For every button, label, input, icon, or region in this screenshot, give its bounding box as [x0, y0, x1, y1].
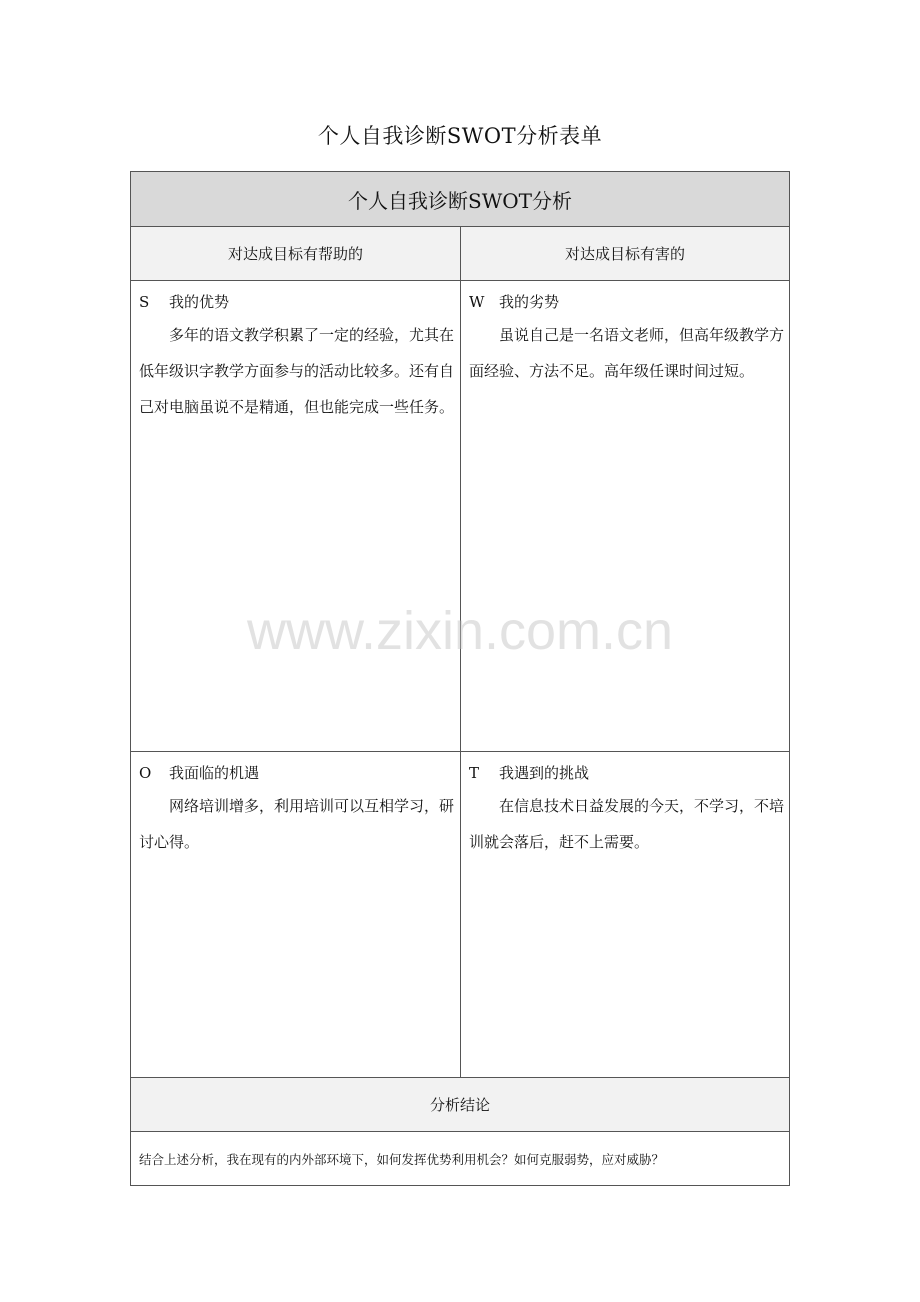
- opportunities-letter: O: [139, 764, 152, 782]
- helpful-column-header: 对达成目标有帮助的: [131, 227, 461, 281]
- opportunities-cell: [131, 752, 461, 1078]
- conclusion-header: 分析结论: [131, 1078, 790, 1132]
- opportunities-heading: [139, 760, 456, 786]
- strengths-body: 多年的语文教学积累了一定的经验，尤其在低年级识字教学方面参与的活动比较多。还有自己对电脑虽说不是精通，但也能完成一些任务。: [139, 326, 455, 416]
- threats-letter: T: [469, 764, 480, 782]
- weaknesses-title: 我的劣势: [499, 293, 560, 311]
- opportunities-body: 网络培训增多，利用培训可以互相学习，研讨心得。: [139, 797, 455, 851]
- swot-table: [130, 171, 790, 1186]
- opportunities-title: 我面临的机遇: [169, 764, 260, 782]
- weaknesses-cell: [461, 281, 790, 752]
- document-title: 个人自我诊断SWOT分析表单: [317, 124, 603, 148]
- weaknesses-heading: [469, 289, 785, 315]
- weaknesses-body: 虽说自己是一名语文老师，但高年级教学方面经验、方法不足。高年级任课时间过短。: [469, 326, 785, 380]
- threats-body: 在信息技术日益发展的今天，不学习，不培训就会落后，赶不上需要。: [469, 797, 785, 851]
- swot-table-header: 个人自我诊断SWOT分析: [131, 172, 790, 227]
- weaknesses-letter: W: [469, 293, 485, 311]
- threats-cell: [461, 752, 790, 1078]
- watermark: www.zixin.com.cn: [246, 601, 674, 661]
- harmful-column-header: 对达成目标有害的: [461, 227, 790, 281]
- threats-title: 我遇到的挑战: [499, 764, 590, 782]
- conclusion-text: 结合上述分析，我在现有的内外部环境下，如何发挥优势利用机会？如何克服弱势，应对威胁？: [131, 1132, 790, 1186]
- strengths-letter: S: [139, 293, 150, 311]
- threats-heading: [469, 760, 785, 786]
- strengths-title: 我的优势: [169, 293, 230, 311]
- strengths-cell: [131, 281, 461, 752]
- strengths-heading: [139, 289, 456, 315]
